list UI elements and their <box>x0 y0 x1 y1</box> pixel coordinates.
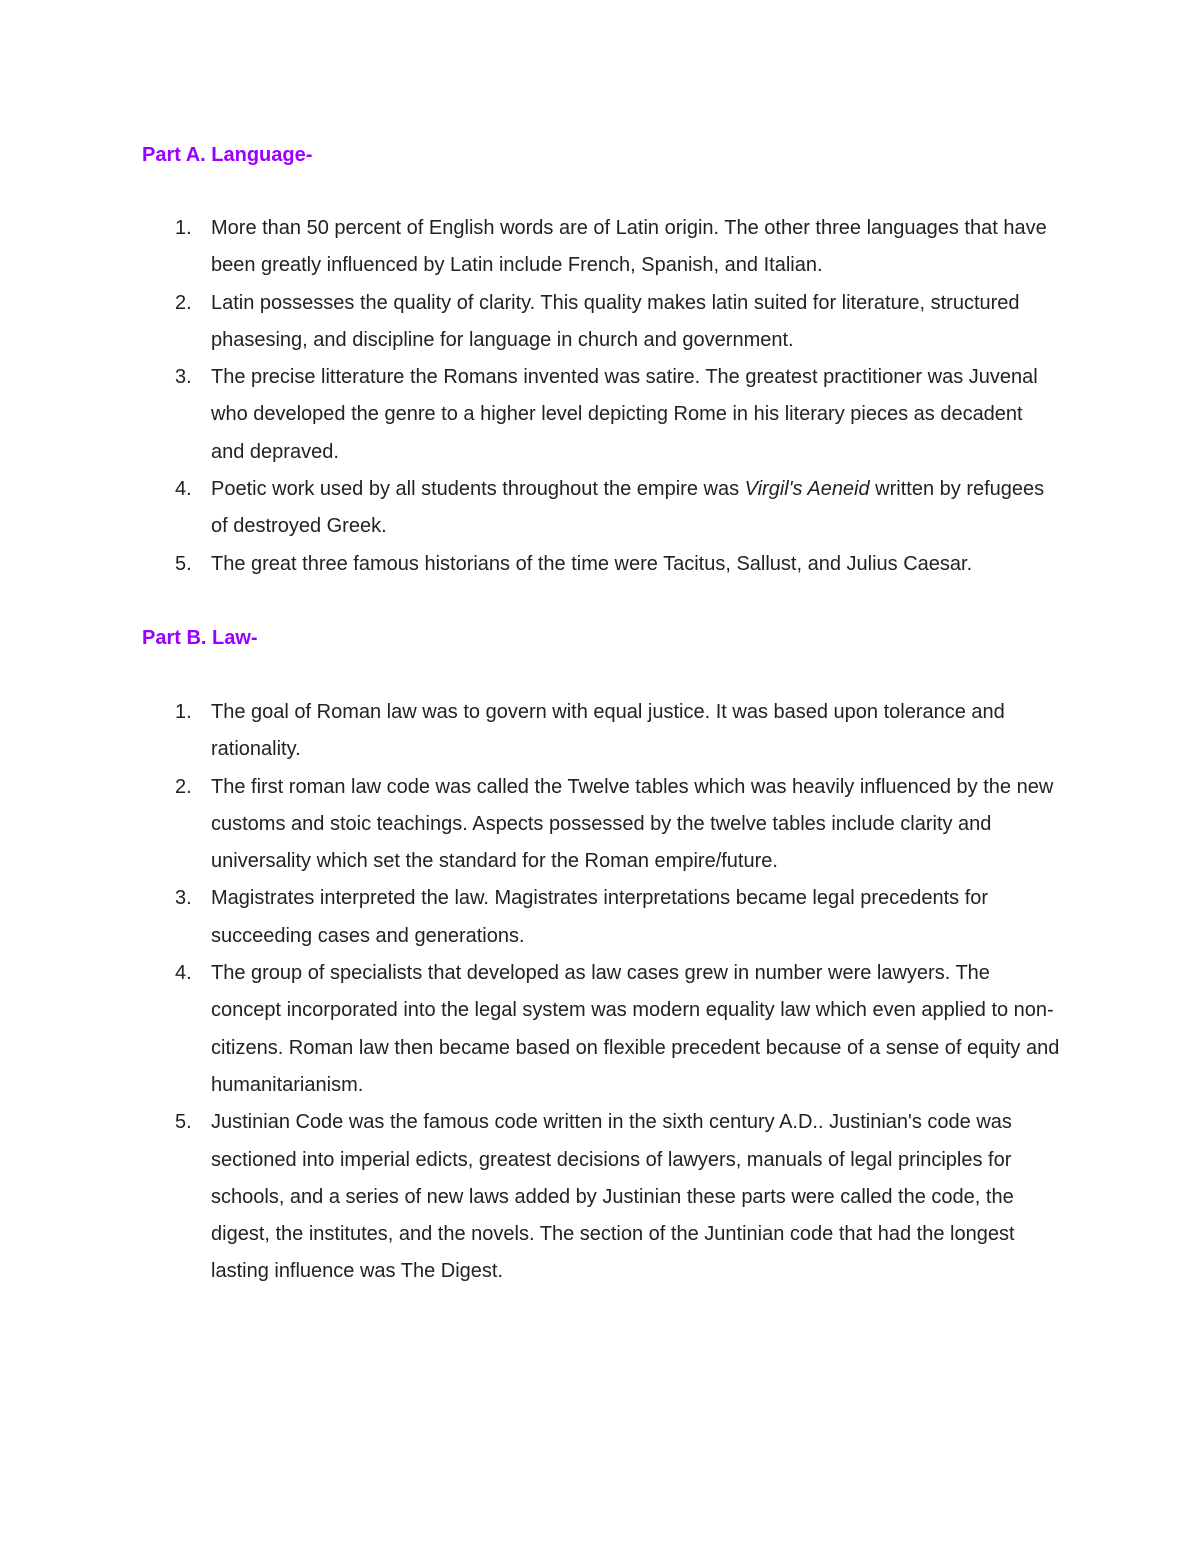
list-item <box>0 880 1061 955</box>
list-text: Magistrates interpreted the law. Magistrates interpretations became legal precedents for succeeding cases and generations. <box>211 887 989 947</box>
list-text-after: written by refugees of destroyed Greek. <box>211 478 1045 538</box>
list-number: 5. <box>175 1111 192 1134</box>
list-number: 3. <box>175 366 192 389</box>
book-title-italic: Virgil's Aeneid <box>744 478 870 501</box>
list-item <box>0 546 1061 583</box>
section-heading-law: Part B. Law- <box>142 627 258 649</box>
list-item <box>0 694 1061 769</box>
list-number: 5. <box>175 552 192 575</box>
list-text: The group of specialists that developed as law cases grew in number were lawyers. The concept incorporated into the legal system was modern equality law which even applied to non-citizens. Roman law then became based on flexible precedent because of a sense of equity and humanitarianism. <box>211 962 1060 1096</box>
list-text <box>211 478 1044 537</box>
list-number: 2. <box>175 291 192 314</box>
list-item <box>0 285 1061 360</box>
list-number: 4. <box>175 478 192 501</box>
section-heading-language: Part A. Language- <box>142 144 313 166</box>
law-list <box>0 694 1200 1291</box>
list-number: 4. <box>175 962 192 985</box>
list-item <box>0 1104 1061 1290</box>
language-list <box>0 210 1200 583</box>
list-number: 1. <box>175 217 192 239</box>
list-number: 1. <box>175 701 192 723</box>
list-text: The precise litterature the Romans invented was satire. The greatest practitioner was Juvenal who developed the genre to a higher level depicting Rome in his literary pieces as decadent and depraved. <box>211 366 1038 463</box>
list-item <box>0 769 1061 881</box>
list-text: The goal of Roman law was to govern with equal justice. It was based upon tolerance and rationality. <box>211 701 1005 761</box>
list-text: The first roman law code was called the Twelve tables which was heavily influenced by the new customs and stoic teachings. Aspects possessed by the twelve tables include clarity and universality which set the standard for the Roman empire/future. <box>211 775 1054 873</box>
list-number: 3. <box>175 887 192 910</box>
list-text: Justinian Code was the famous code written in the sixth century A.D.. Justinian's code was sectioned into imperial edicts, greatest decisions of lawyers, manuals of legal principles for schools, and a series of new laws added by Justinian these parts were called the code, the digest, the institutes, and the novels. The section of the Juntinian code that had the longest lasting influence was The Digest. <box>211 1111 1015 1283</box>
list-text: The great three famous historians of the time were Tacitus, Sallust, and Julius Caesar. <box>211 552 973 575</box>
list-item <box>0 471 1061 546</box>
list-item <box>0 955 1061 1104</box>
list-text: Latin possesses the quality of clarity. This quality makes latin suited for literature, structured phasesing, and discipline for language in church and government. <box>211 291 1020 351</box>
list-item <box>0 359 1061 471</box>
list-text-before: Poetic work used by all students throughout the empire was <box>211 478 745 501</box>
list-text: More than 50 percent of English words are of Latin origin. The other three languages that have been greatly influenced by Latin include French, Spanish, and Italian. <box>211 217 1047 277</box>
list-number: 2. <box>175 775 192 798</box>
list-item <box>0 210 1061 285</box>
